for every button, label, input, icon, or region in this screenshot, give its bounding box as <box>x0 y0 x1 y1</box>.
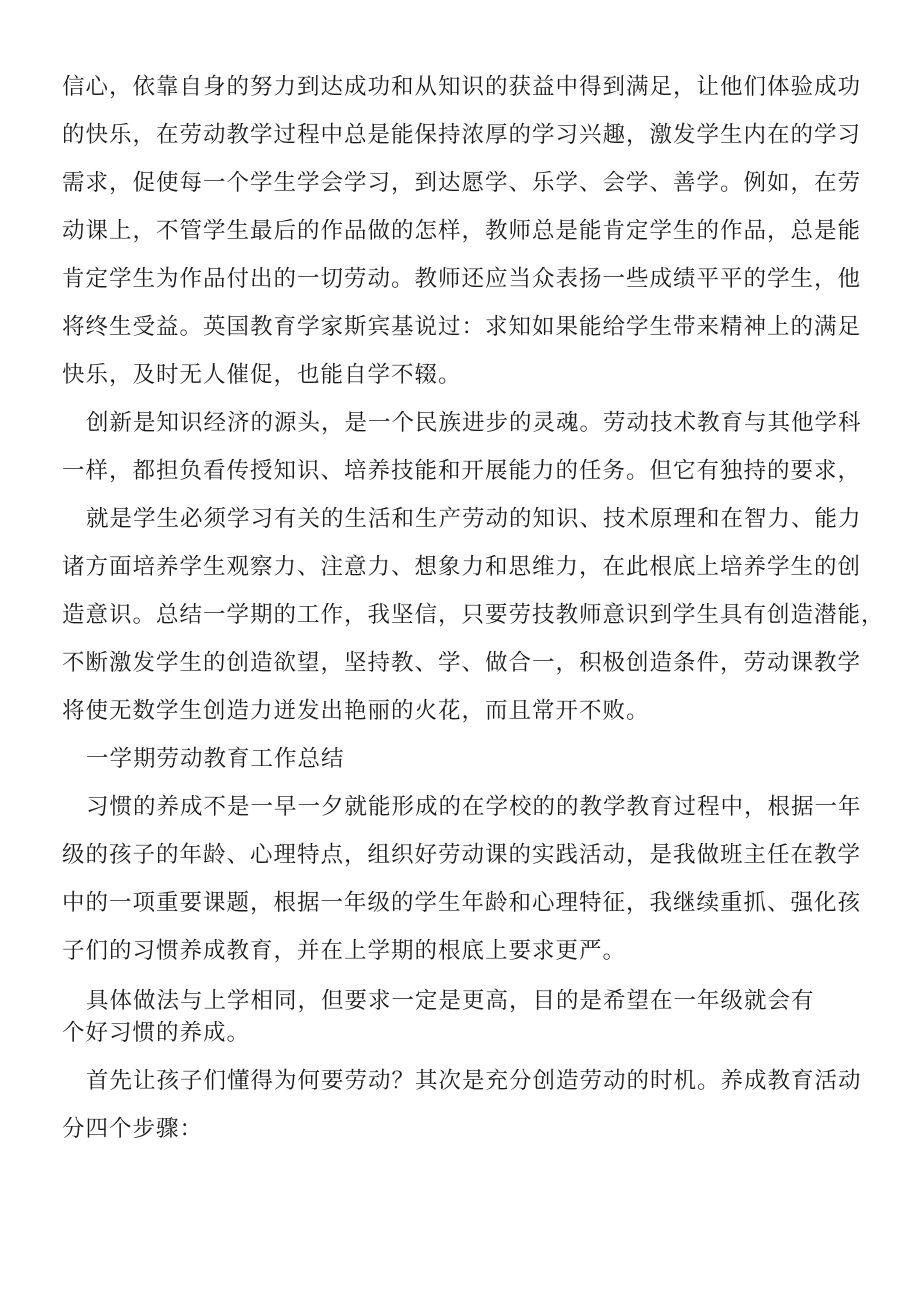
text-line: 诸方面培养学生观察力、注意力、想象力和思维力，在此根底上培养学生的创 <box>62 554 862 580</box>
text-line: 个好习惯的养成。 <box>62 1020 251 1046</box>
text-line: 动课上，不管学生最后的作品做的怎样，教师总是能肯定学生的作品，总是能 <box>62 218 862 244</box>
text-line: 信心，依靠自身的努力到达成功和从知识的获益中得到满足，让他们体验成功 <box>62 74 862 100</box>
text-line: 肯定学生为作品付出的一切劳动。教师还应当众表扬一些成绩平平的学生，他 <box>62 266 862 292</box>
text-line: 造意识。总结一学期的工作，我坚信，只要劳技教师意识到学生具有创造潜能， <box>62 602 885 628</box>
text-line: 中的一项重要课题，根据一年级的学生年龄和心理特征，我继续重抓、强化孩 <box>62 890 862 916</box>
text-line: 将使无数学生创造力迸发出艳丽的火花，而且常开不败。 <box>62 698 650 724</box>
text-line: 一样，都担负看传授知识、培养技能和开展能力的任务。但它有独持的要求， <box>62 458 862 484</box>
text-line: 首先让孩子们懂得为何要劳动？其次是充分创造劳动的时机。养成教育活动 <box>86 1068 862 1094</box>
text-line: 快乐，及时无人催促，也能自学不辍。 <box>62 362 462 388</box>
text-line: 具体做法与上学相同，但要求一定是更高，目的是希望在一年级就会有 <box>86 988 815 1014</box>
text-line: 不断激发学生的创造欲望，坚持教、学、做合一，积极创造条件，劳动课教学 <box>62 650 862 676</box>
text-line: 需求，促使每一个学生学会学习，到达愿学、乐学、会学、善学。例如，在劳 <box>62 170 862 196</box>
text-line: 将终生受益。英国教育学家斯宾基说过：求知如果能给学生带来精神上的满足 <box>62 314 862 340</box>
text-line: 级的孩子的年龄、心理特点，组织好劳动课的实践活动，是我做班主任在教学 <box>62 842 862 868</box>
text-line: 创新是知识经济的源头，是一个民族进步的灵魂。劳动技术教育与其他学科 <box>86 410 862 436</box>
text-line: 分四个步骤： <box>62 1116 204 1142</box>
section-heading: 一学期劳动教育工作总结 <box>86 746 345 772</box>
text-line: 子们的习惯养成教育，并在上学期的根底上要求更严。 <box>62 938 627 964</box>
text-line: 习惯的养成不是一早一夕就能形成的在学校的的教学教育过程中，根据一年 <box>86 794 862 820</box>
text-line: 就是学生必须学习有关的生活和生产劳动的知识、技术原理和在智力、能力 <box>86 506 862 532</box>
text-line: 的快乐，在劳动教学过程中总是能保持浓厚的学习兴趣，激发学生内在的学习 <box>62 122 862 148</box>
